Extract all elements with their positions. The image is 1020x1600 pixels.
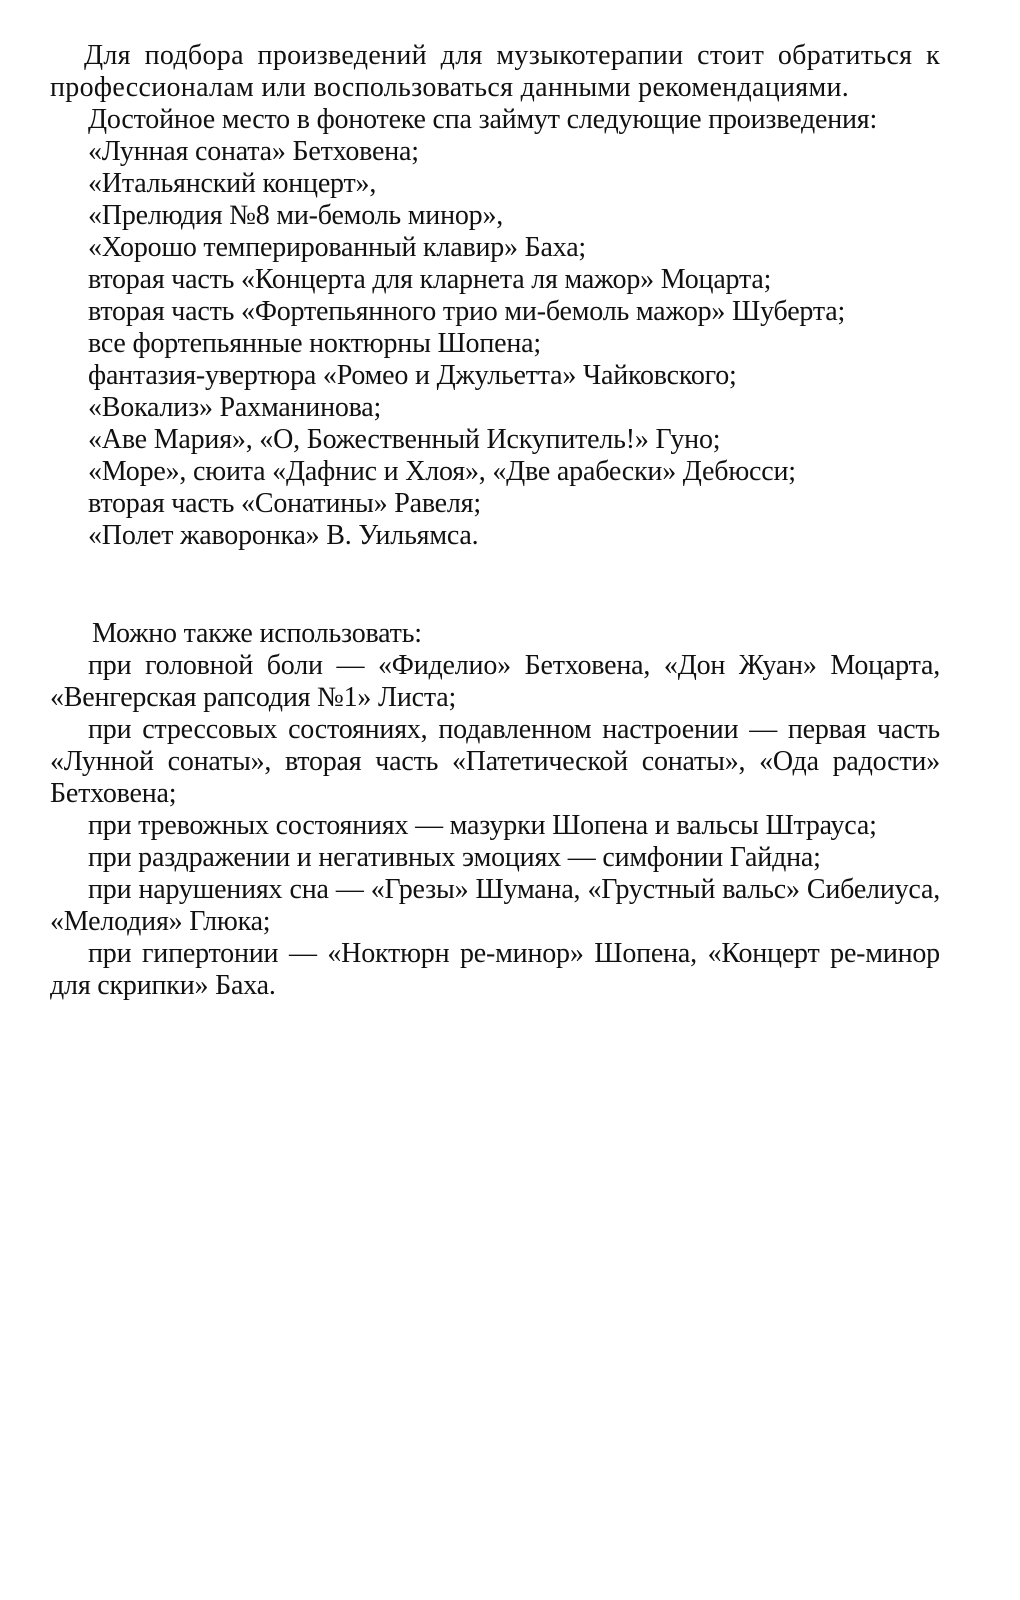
usage-item: при гипертонии — «Ноктюрн ре-минор» Шопена, «Концерт ре-минор для скрипки» Баха. bbox=[50, 938, 940, 1001]
document-page bbox=[50, 40, 940, 1002]
list-item: вторая часть «Фортепьянного трио ми-бемоль мажор» Шуберта; bbox=[88, 296, 846, 327]
list-item: «Прелюдия №8 ми-бемоль минор», bbox=[88, 200, 504, 231]
usage-item: при стрессовых состояниях, подавленном настроении — первая часть «Лунной сонаты», вторая часть «Патетической сонаты», «Ода радости» Бетховена; bbox=[50, 714, 940, 809]
recommended-works-list bbox=[50, 136, 940, 552]
list-item: «Лунная соната» Бетховена; bbox=[88, 136, 419, 167]
usage-item: при нарушениях сна — «Грезы» Шумана, «Грустный вальс» Сибелиуса, «Мелодия» Глюка; bbox=[50, 874, 940, 937]
list-item: «Полет жаворонка» В. Уильямса. bbox=[88, 520, 479, 551]
list-item: «Итальянский концерт», bbox=[88, 168, 377, 199]
usage-item: при тревожных состояниях — мазурки Шопена и вальсы Штрауса; bbox=[88, 810, 877, 841]
list-item: фантазия-увертюра «Ромео и Джульетта» Чайковского; bbox=[88, 360, 737, 391]
section-spacer bbox=[50, 552, 940, 618]
list-heading: Достойное место в фонотеке спа займут следующие произведения: bbox=[88, 104, 878, 135]
list-item: «Хорошо темперированный клавир» Баха; bbox=[88, 232, 586, 263]
list-item: «Вокализ» Рахманинова; bbox=[88, 392, 382, 423]
also-intro: Можно также использовать: bbox=[92, 618, 422, 649]
list-item: «Аве Мария», «О, Божественный Искупитель!» Гуно; bbox=[88, 424, 721, 455]
list-item: вторая часть «Концерта для кларнета ля мажор» Моцарта; bbox=[88, 264, 772, 295]
usage-list bbox=[50, 650, 940, 1002]
usage-item: при головной боли — «Фиделио» Бетховена, «Дон Жуан» Моцарта, «Венгерская рапсодия №1» Листа; bbox=[50, 650, 940, 713]
usage-item: при раздражении и негативных эмоциях — симфонии Гайдна; bbox=[88, 842, 821, 873]
intro-paragraph: Для подбора произведений для музыкотерапии стоит обратиться к профессионалам или воспользоваться данными рекомендациями. bbox=[50, 40, 940, 103]
list-item: вторая часть «Сонатины» Равеля; bbox=[88, 488, 481, 519]
list-item: все фортепьянные ноктюрны Шопена; bbox=[88, 328, 541, 359]
list-item: «Море», сюита «Дафнис и Хлоя», «Две арабески» Дебюсси; bbox=[88, 456, 796, 487]
